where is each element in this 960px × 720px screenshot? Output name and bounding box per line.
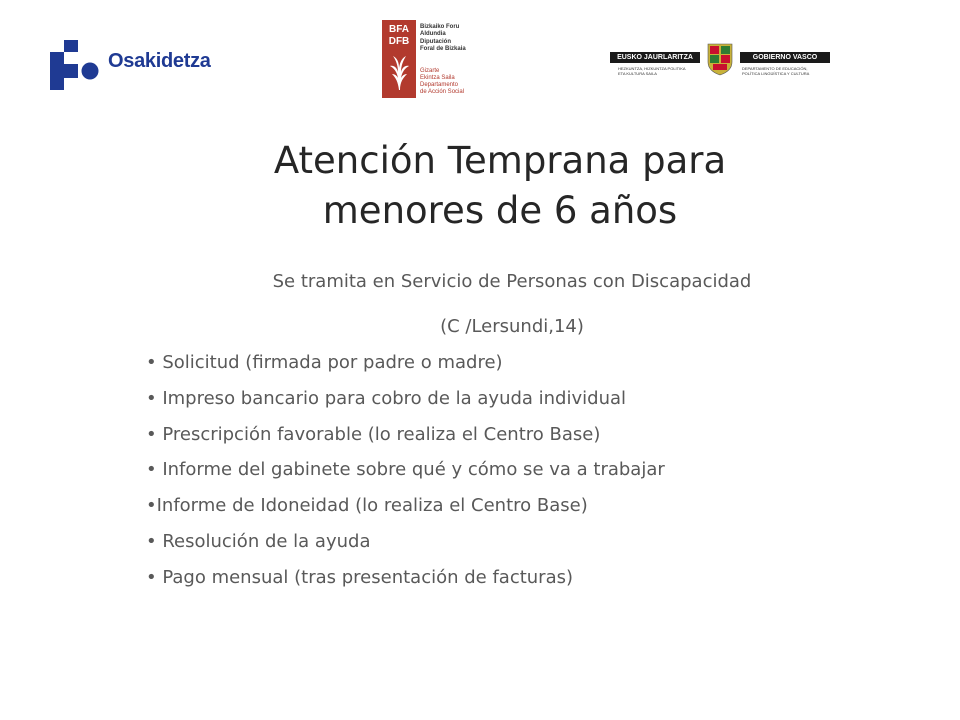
ejgv-left-sub1: HEZKUNTZA, HIZKUNTZA POLITIKA xyxy=(618,66,686,71)
osakidetza-wordmark: Osakidetza xyxy=(108,50,211,72)
ejgv-right-sub2: POLÍTICA LINGÜÍSTICA Y CULTURA xyxy=(742,71,810,76)
list-item: • Solicitud (firmada por padre o madre) xyxy=(146,352,503,373)
list-item: • Informe del gabinete sobre qué y cómo se va a trabajar xyxy=(146,459,665,481)
eusko-jaurlaritza-logo xyxy=(610,42,832,92)
ejgv-left-bar: EUSKO JAURLARITZA xyxy=(610,52,700,63)
bfa-dept-line1: Gizarte xyxy=(420,68,440,74)
list-item: • Prescripción favorable (lo realiza el Centro Base) xyxy=(146,423,601,445)
bfa-org-line3: Diputación xyxy=(420,39,451,45)
osakidetza-logo xyxy=(48,38,238,104)
bfa-dept-line2: Ekintza Saila xyxy=(420,74,455,81)
subtitle-line-2: (C /Lersundi,14) xyxy=(440,316,584,337)
bfa-red-block xyxy=(382,20,416,98)
requirements-list xyxy=(146,345,665,596)
slide-title xyxy=(0,136,960,236)
tree-emblem-icon xyxy=(386,52,412,92)
title-line-2: menores de 6 años xyxy=(322,189,678,232)
list-item: • Impreso bancario para cobro de la ayuda individual xyxy=(146,387,627,409)
bfa-dept-line3: Departamento xyxy=(420,82,459,88)
osakidetza-cross-icon xyxy=(48,38,104,104)
bfa-dept-line4: de Acción Social xyxy=(420,88,465,95)
bfa-org-line1: Bizkaiko Foru xyxy=(420,24,460,30)
bfa-org-line2: Aldundia xyxy=(420,30,446,37)
dfb-code: DFB xyxy=(388,36,410,47)
basque-coat-of-arms-icon xyxy=(705,42,735,76)
ejgv-right-sub1: DEPARTAMENTO DE EDUCACIÓN, xyxy=(742,66,808,71)
ejgv-left-sub2: ETA KULTURA SAILA xyxy=(618,71,657,76)
ejgv-right-bar: GOBIERNO VASCO xyxy=(740,52,830,63)
bfa-dfb-logo xyxy=(382,20,502,100)
list-item: • Resolución de la ayuda xyxy=(146,530,371,552)
list-item: • Pago mensual (tras presentación de facturas) xyxy=(146,566,574,588)
bfa-org-line4: Foral de Bizkaia xyxy=(420,45,466,52)
list-item: •Informe de Idoneidad (lo realiza el Centro Base) xyxy=(146,495,588,517)
subtitle-line-1: Se tramita en Servicio de Personas con Discapacidad xyxy=(272,271,752,292)
bfa-code: BFA xyxy=(389,24,409,35)
title-line-1: Atención Temprana para xyxy=(273,139,727,182)
